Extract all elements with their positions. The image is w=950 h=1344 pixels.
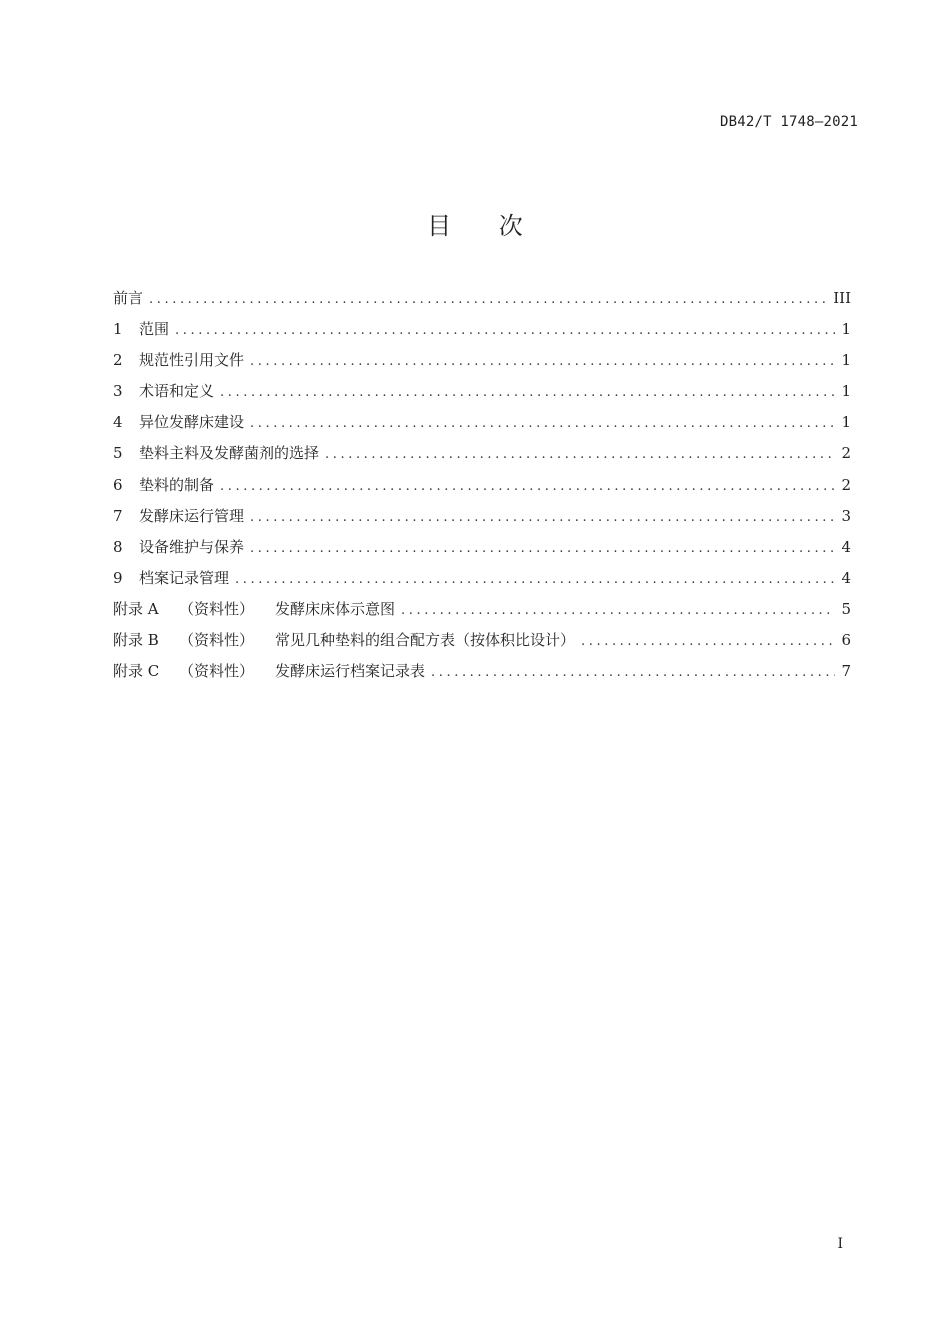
toc-page-number: 4 bbox=[841, 568, 851, 587]
toc-section-number: 8 bbox=[113, 537, 123, 556]
toc-entry-section-8[interactable] bbox=[113, 532, 851, 563]
toc-annex-label: 附录 A bbox=[113, 599, 159, 618]
toc-section-number: 2 bbox=[113, 351, 123, 370]
toc-annex-label: 附录 B bbox=[113, 631, 159, 650]
toc-page-number: 4 bbox=[841, 537, 851, 556]
toc-leader-dots bbox=[175, 315, 835, 345]
toc-entry-text: 术语和定义 bbox=[139, 382, 215, 401]
toc-page-number: 6 bbox=[841, 631, 851, 650]
toc-page-number: 7 bbox=[841, 662, 851, 681]
toc-entry-section-7[interactable] bbox=[113, 501, 851, 532]
toc-section-number: 3 bbox=[113, 382, 123, 401]
toc-entry-text: 异位发酵床建设 bbox=[139, 413, 245, 432]
document-code: DB42/T 1748—2021 bbox=[719, 114, 858, 130]
toc-leader-dots bbox=[401, 595, 835, 625]
toc-entry-text: 发酵床运行管理 bbox=[139, 506, 245, 525]
toc-leader-dots bbox=[581, 626, 835, 656]
toc-entry-section-3[interactable] bbox=[113, 376, 851, 407]
toc-title: 目 次 bbox=[427, 212, 543, 240]
toc-page-number: 2 bbox=[841, 444, 851, 463]
toc-section-number: 4 bbox=[113, 413, 123, 432]
toc-annex-type: （资料性） bbox=[179, 599, 255, 618]
toc-entry-annex-b[interactable] bbox=[113, 625, 851, 656]
toc-page-number: 5 bbox=[841, 599, 851, 618]
toc-section-number: 5 bbox=[113, 444, 123, 463]
toc-entry-section-2[interactable] bbox=[113, 345, 851, 376]
toc-entry-text: 常见几种垫料的组合配方表（按体积比设计） bbox=[275, 631, 576, 650]
toc-section-number: 9 bbox=[113, 568, 123, 587]
toc-leader-dots bbox=[250, 408, 835, 438]
toc-leader-dots bbox=[250, 502, 835, 532]
toc-entry-foreword[interactable] bbox=[113, 283, 851, 314]
toc-page-number: 1 bbox=[841, 351, 851, 370]
toc-entry-text: 垫料主料及发酵菌剂的选择 bbox=[139, 444, 320, 463]
toc-annex-type: （资料性） bbox=[179, 631, 255, 650]
toc-entry-section-4[interactable] bbox=[113, 407, 851, 438]
toc-entry-section-6[interactable] bbox=[113, 470, 851, 501]
toc-section-number: 7 bbox=[113, 506, 123, 525]
toc-entry-section-9[interactable] bbox=[113, 563, 851, 594]
toc-leader-dots bbox=[220, 377, 835, 407]
toc-entry-text: 范围 bbox=[139, 320, 170, 339]
toc-entry-text: 垫料的制备 bbox=[139, 475, 215, 494]
toc-page-number: 1 bbox=[841, 320, 851, 339]
toc-annex-type: （资料性） bbox=[179, 662, 255, 681]
toc-page-number: 3 bbox=[841, 506, 851, 525]
toc-section-number: 6 bbox=[113, 475, 123, 494]
toc-leader-dots bbox=[250, 533, 835, 563]
toc-page-number: III bbox=[833, 289, 851, 307]
toc-entry-annex-a[interactable] bbox=[113, 594, 851, 625]
toc-leader-dots bbox=[220, 471, 835, 501]
toc-leader-dots bbox=[250, 346, 835, 376]
toc-leader-dots bbox=[431, 657, 835, 687]
toc-entry-text: 发酵床运行档案记录表 bbox=[275, 662, 426, 681]
toc-page-number: 1 bbox=[841, 413, 851, 432]
toc-entry-text: 档案记录管理 bbox=[139, 568, 230, 587]
toc-section-number: 1 bbox=[113, 320, 123, 339]
toc-annex-label: 附录 C bbox=[113, 662, 160, 681]
page-number-footer: I bbox=[837, 1236, 843, 1252]
toc-entry-annex-c[interactable] bbox=[113, 656, 851, 687]
toc-page-number: 2 bbox=[841, 475, 851, 494]
toc-page-number: 1 bbox=[841, 382, 851, 401]
toc-entry-text: 规范性引用文件 bbox=[139, 351, 245, 370]
toc-list bbox=[113, 283, 851, 687]
toc-entry-text: 发酵床床体示意图 bbox=[275, 599, 396, 618]
toc-entry-section-5[interactable] bbox=[113, 438, 851, 469]
toc-leader-dots bbox=[235, 564, 835, 594]
toc-entry-section-1[interactable] bbox=[113, 314, 851, 345]
toc-entry-text: 前言 bbox=[113, 289, 144, 307]
toc-leader-dots bbox=[325, 439, 835, 469]
toc-leader-dots bbox=[149, 284, 827, 314]
toc-entry-text: 设备维护与保养 bbox=[139, 537, 245, 556]
